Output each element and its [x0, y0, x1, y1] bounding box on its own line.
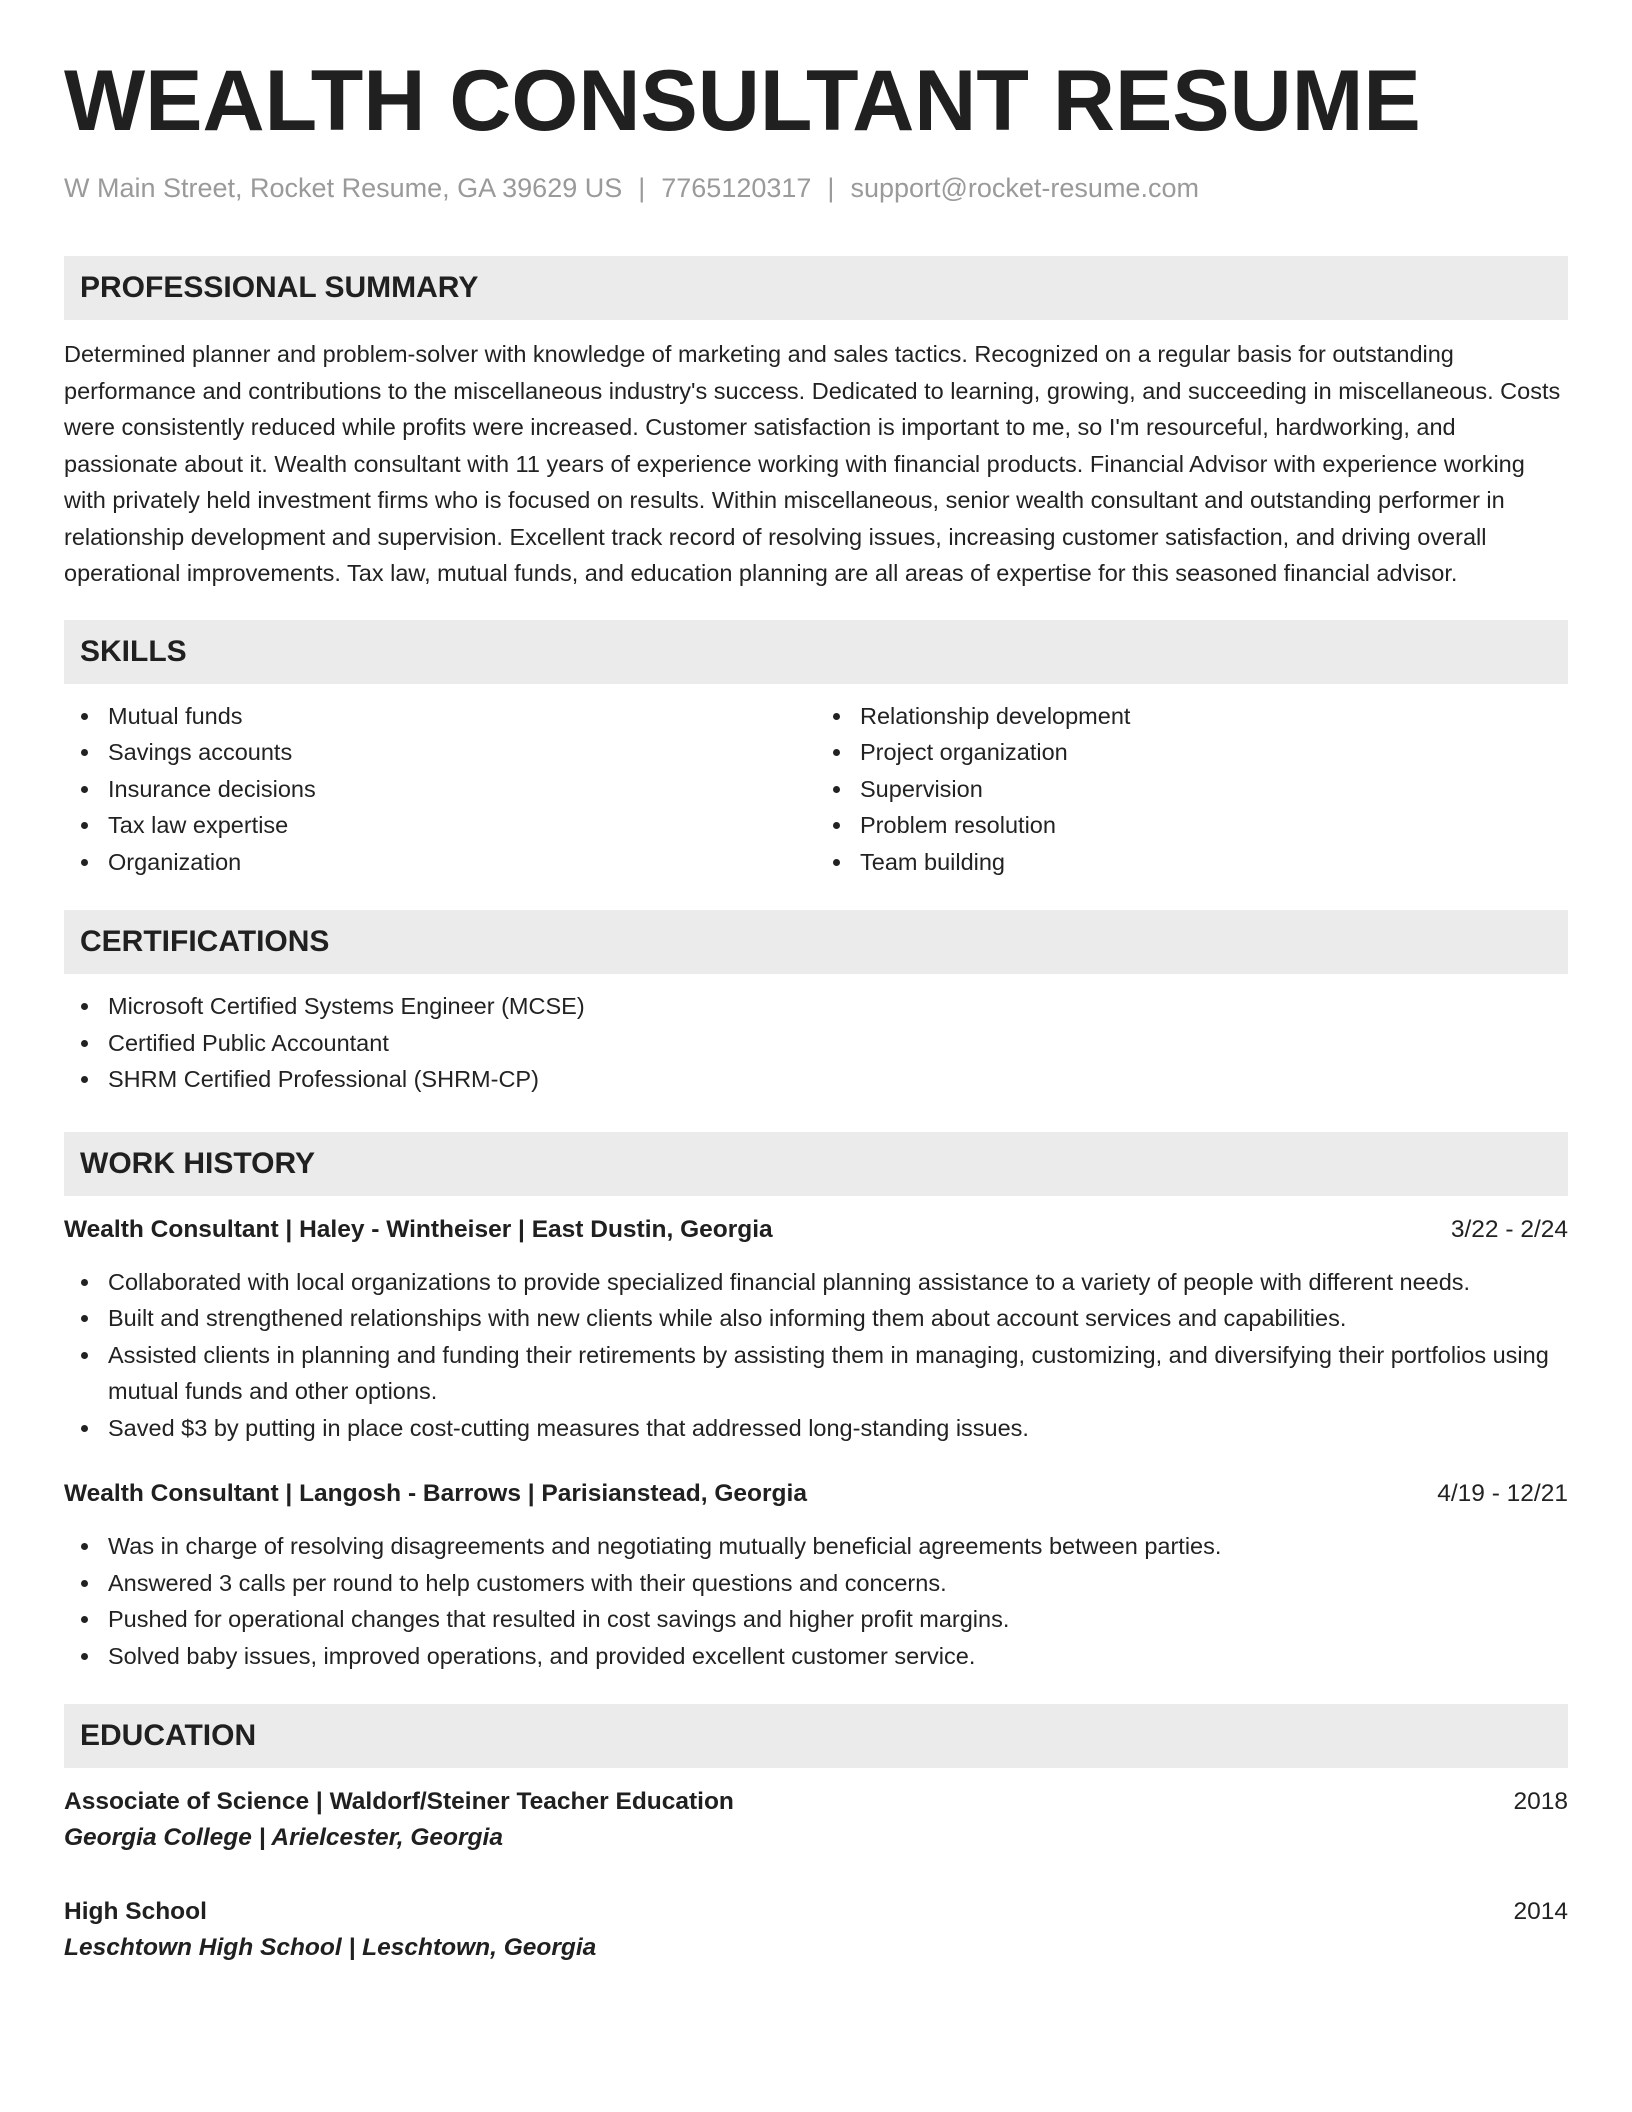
skill-item: Insurance decisions [64, 771, 816, 808]
contact-address: W Main Street, Rocket Resume, GA 39629 US [64, 173, 623, 203]
skill-item: Project organization [816, 734, 1568, 771]
skills-section [64, 620, 1568, 881]
education-year: 2018 [1513, 1788, 1568, 1816]
job-bullet: Solved baby issues, improved operations, and provided excellent customer service. [64, 1638, 1568, 1675]
certifications-heading: CERTIFICATIONS [64, 910, 1568, 974]
certifications-section [64, 910, 1568, 1098]
skill-item: Savings accounts [64, 734, 816, 771]
resume-title: WEALTH CONSULTANT RESUME [64, 53, 1421, 149]
certifications-list [64, 988, 1568, 1098]
contact-phone: 7765120317 [661, 173, 812, 203]
summary-text: Determined planner and problem-solver with knowledge of marketing and sales tactics. Recognized on a regular basis for outstanding performance and contributions to the miscellaneous industry's success. Dedicated to learning, growing, and succeeding in miscellaneous. Costs were consistently reduced while profits were increased. Customer satisfaction is important to me, so I'm resourceful, hardworking, and passionate about it. Wealth consultant with 11 years of experience working with financial products. Financial Advisor with experience working with privately held investment firms who is focused on results. Within miscellaneous, senior wealth consultant and outstanding performer in relationship development and supervision. Excellent track record of resolving issues, increasing customer satisfaction, and driving overall operational improvements. Tax law, mutual funds, and education planning are all areas of expertise for this seasoned financial advisor. [64, 341, 1561, 587]
education-entry [64, 1894, 1568, 1966]
skill-item: Team building [816, 844, 1568, 881]
job-title: Wealth Consultant | Haley - Wintheiser | East Dustin, Georgia [64, 1215, 773, 1243]
education-degree: Associate of Science | Waldorf/Steiner Teacher Education [64, 1788, 734, 1816]
education-section [64, 1704, 1568, 1966]
contact-separator: | [827, 173, 835, 203]
skills-left-list [64, 698, 816, 881]
contact-email: support@rocket-resume.com [850, 173, 1199, 203]
certification-item: Microsoft Certified Systems Engineer (MCSE) [64, 988, 1568, 1025]
job-header [64, 1476, 1568, 1512]
certification-item: Certified Public Accountant [64, 1025, 1568, 1062]
education-school: Leschtown High School | Leschtown, Georgia [64, 1934, 597, 1962]
education-entry [64, 1784, 1568, 1856]
work-history-section [64, 1132, 1568, 1675]
skills-heading: SKILLS [64, 620, 1568, 684]
skill-item: Problem resolution [816, 807, 1568, 844]
job-bullets [64, 1528, 1568, 1674]
skill-item: Supervision [816, 771, 1568, 808]
job-bullet: Saved $3 by putting in place cost-cutting measures that addressed long-standing issues. [64, 1410, 1568, 1447]
contact-line [64, 172, 1568, 204]
work-history-heading: WORK HISTORY [64, 1132, 1568, 1196]
education-school: Georgia College | Arielcester, Georgia [64, 1824, 503, 1852]
summary-section [64, 256, 1568, 592]
summary-heading: PROFESSIONAL SUMMARY [64, 256, 1568, 320]
certification-item: SHRM Certified Professional (SHRM-CP) [64, 1061, 1568, 1098]
job-bullet: Was in charge of resolving disagreements and negotiating mutually beneficial agreements between parties. [64, 1528, 1568, 1565]
job-bullet: Pushed for operational changes that resulted in cost savings and higher profit margins. [64, 1601, 1568, 1638]
skill-item: Relationship development [816, 698, 1568, 735]
job-bullet: Assisted clients in planning and funding their retirements by assisting them in managing, customizing, and diversifying their portfolios using mutual funds and other options. [64, 1337, 1568, 1410]
job-dates: 3/22 - 2/24 [1450, 1215, 1568, 1243]
job-entry [64, 1212, 1568, 1447]
education-header [64, 1784, 1568, 1820]
job-dates: 4/19 - 12/21 [1437, 1480, 1568, 1508]
education-year: 2014 [1513, 1898, 1568, 1926]
job-bullet: Built and strengthened relationships with new clients while also informing them about account services and capabilities. [64, 1300, 1568, 1337]
education-degree: High School [64, 1898, 207, 1926]
job-entry [64, 1476, 1568, 1674]
skill-item: Tax law expertise [64, 807, 816, 844]
job-bullet: Answered 3 calls per round to help customers with their questions and concerns. [64, 1565, 1568, 1602]
job-title: Wealth Consultant | Langosh - Barrows | Parisianstead, Georgia [64, 1480, 807, 1508]
skill-item: Mutual funds [64, 698, 816, 735]
education-heading: EDUCATION [64, 1704, 1568, 1768]
job-bullets [64, 1264, 1568, 1447]
skill-item: Organization [64, 844, 816, 881]
skills-grid [64, 698, 1568, 881]
skills-right-list [816, 698, 1568, 881]
education-header [64, 1894, 1568, 1930]
contact-separator: | [638, 173, 646, 203]
job-header [64, 1212, 1568, 1248]
job-bullet: Collaborated with local organizations to provide specialized financial planning assistance to a variety of people with different needs. [64, 1264, 1568, 1301]
